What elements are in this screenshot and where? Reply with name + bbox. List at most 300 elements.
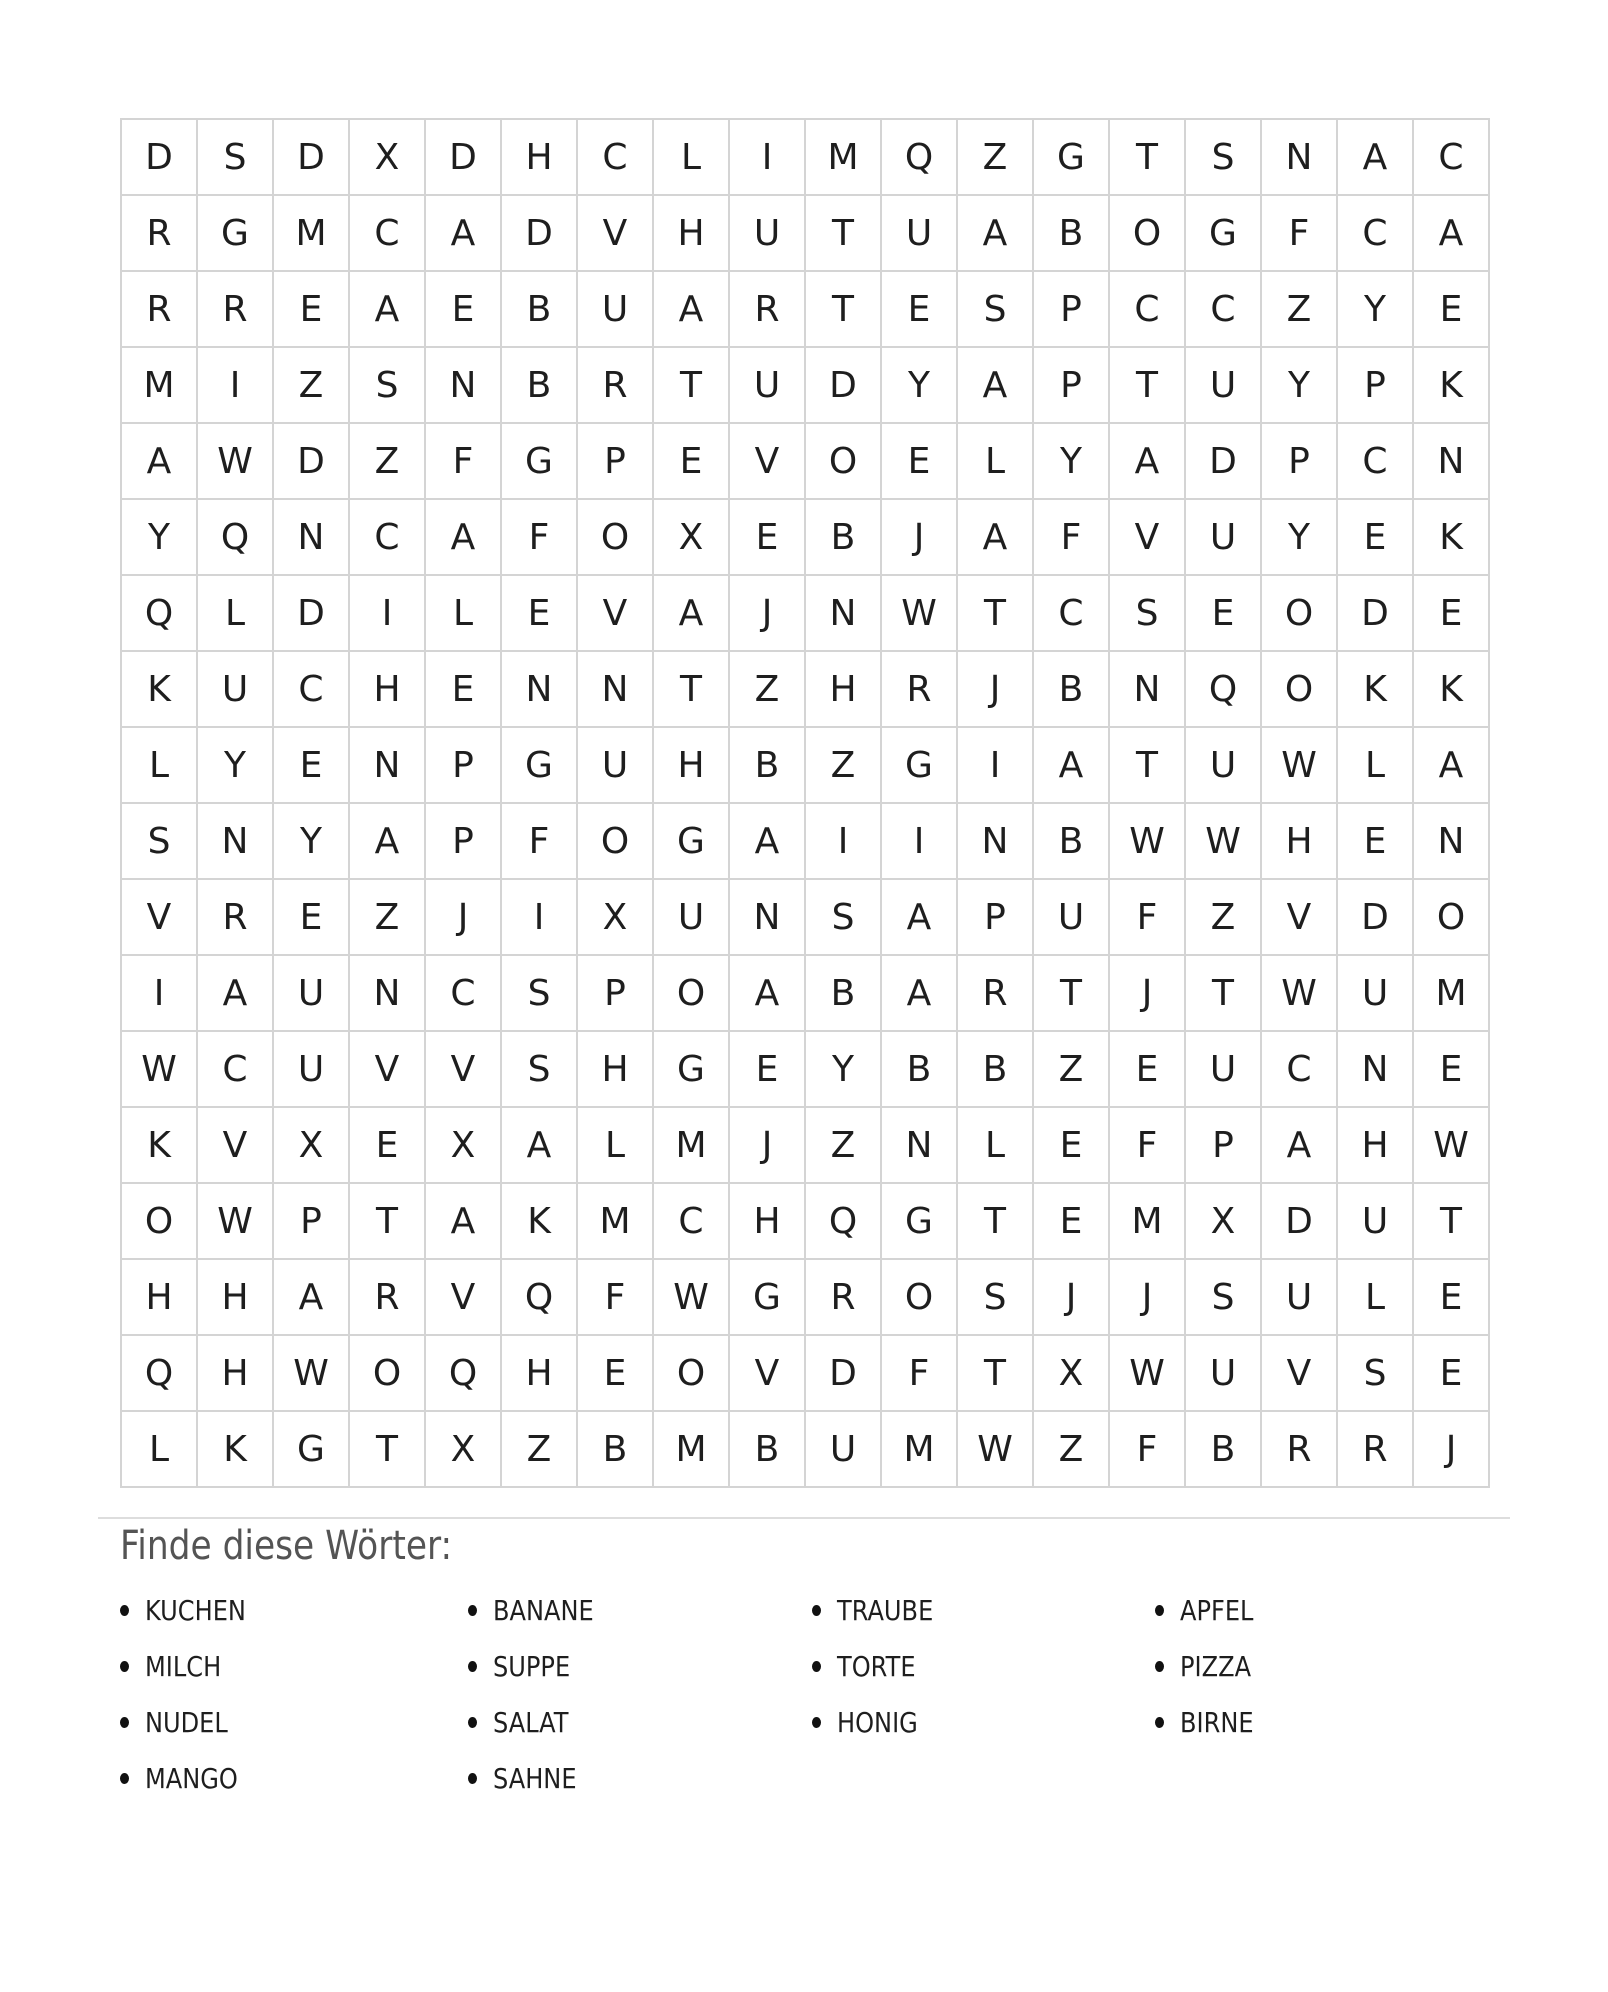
word-item [120,1582,468,1638]
grid-letter-cell: U [730,196,806,272]
grid-letter-cell: L [578,1108,654,1184]
bullet-icon [1155,1717,1164,1728]
grid-letter-cell: V [730,1336,806,1412]
grid-letter-cell: U [1186,728,1262,804]
grid-letter-cell: M [1110,1184,1186,1260]
grid-letter-cell: T [654,652,730,728]
grid-letter-cell: T [1034,956,1110,1032]
grid-letter-cell: O [350,1336,426,1412]
grid-letter-cell: E [1414,272,1490,348]
word-label: HONIG [837,1705,918,1739]
grid-letter-cell: E [1034,1108,1110,1184]
grid-letter-cell: W [274,1336,350,1412]
grid-letter-cell: M [654,1412,730,1488]
grid-letter-cell: S [1338,1336,1414,1412]
grid-letter-cell: O [578,500,654,576]
grid-letter-cell: H [350,652,426,728]
grid-letter-cell: V [578,196,654,272]
grid-letter-cell: M [1414,956,1490,1032]
grid-letter-cell: R [730,272,806,348]
word-label: NUDEL [145,1705,228,1739]
grid-letter-cell: Z [1262,272,1338,348]
grid-letter-cell: R [198,272,274,348]
grid-letter-cell: T [350,1184,426,1260]
grid-letter-cell: N [1414,424,1490,500]
grid-letter-cell: V [198,1108,274,1184]
grid-letter-cell: G [1186,196,1262,272]
grid-letter-cell: E [730,1032,806,1108]
grid-letter-cell: G [730,1260,806,1336]
grid-letter-cell: M [578,1184,654,1260]
grid-letter-cell: F [426,424,502,500]
grid-letter-cell: M [806,120,882,196]
grid-letter-cell: X [426,1412,502,1488]
word-item [1155,1694,1510,1750]
grid-letter-cell: P [958,880,1034,956]
grid-letter-cell: U [1186,500,1262,576]
grid-letter-cell: F [1110,1108,1186,1184]
grid-letter-cell: A [502,1108,578,1184]
grid-letter-cell: A [730,804,806,880]
grid-letter-cell: D [1338,880,1414,956]
grid-letter-cell: E [426,652,502,728]
grid-letter-cell: D [274,424,350,500]
grid-letter-cell: C [578,120,654,196]
grid-letter-cell: Q [502,1260,578,1336]
grid-letter-cell: U [1186,1032,1262,1108]
grid-letter-cell: A [198,956,274,1032]
grid-letter-cell: I [730,120,806,196]
bullet-icon [468,1717,477,1728]
grid-letter-cell: F [502,804,578,880]
grid-letter-cell: H [502,120,578,196]
word-list-column [120,1582,468,1806]
grid-letter-cell: N [502,652,578,728]
grid-letter-cell: I [806,804,882,880]
grid-letter-cell: S [958,272,1034,348]
grid-letter-cell: Y [882,348,958,424]
grid-letter-cell: R [1338,1412,1414,1488]
grid-letter-cell: S [958,1260,1034,1336]
grid-letter-cell: E [1338,500,1414,576]
grid-letter-cell: K [122,1108,198,1184]
grid-letter-cell: X [1034,1336,1110,1412]
grid-letter-cell: X [350,120,426,196]
grid-letter-cell: X [1186,1184,1262,1260]
grid-letter-cell: G [654,1032,730,1108]
grid-letter-cell: A [958,196,1034,272]
grid-letter-cell: I [958,728,1034,804]
grid-letter-cell: U [198,652,274,728]
grid-letter-cell: U [1338,956,1414,1032]
grid-letter-cell: A [426,500,502,576]
grid-letter-cell: P [1338,348,1414,424]
word-label: SAHNE [493,1761,577,1795]
grid-letter-cell: Y [1338,272,1414,348]
grid-letter-cell: U [578,728,654,804]
grid-letter-cell: A [350,272,426,348]
grid-letter-cell: P [1262,424,1338,500]
grid-letter-cell: H [198,1336,274,1412]
grid-letter-cell: Z [806,1108,882,1184]
grid-letter-cell: K [198,1412,274,1488]
word-label: APFEL [1180,1593,1254,1627]
grid-letter-cell: V [122,880,198,956]
grid-letter-cell: A [654,576,730,652]
grid-letter-cell: A [1414,196,1490,272]
grid-letter-cell: D [274,120,350,196]
grid-letter-cell: Y [198,728,274,804]
grid-letter-cell: N [274,500,350,576]
grid-letter-cell: E [1110,1032,1186,1108]
grid-letter-cell: G [502,424,578,500]
grid-letter-cell: Y [122,500,198,576]
grid-letter-cell: E [1186,576,1262,652]
grid-letter-cell: F [1110,880,1186,956]
grid-letter-cell: X [654,500,730,576]
grid-letter-cell: S [350,348,426,424]
grid-letter-cell: I [122,956,198,1032]
grid-letter-cell: A [274,1260,350,1336]
grid-letter-cell: B [958,1032,1034,1108]
word-list [120,1582,1510,1806]
grid-letter-cell: W [1262,728,1338,804]
word-item [812,1638,1155,1694]
grid-letter-cell: G [882,1184,958,1260]
grid-letter-cell: O [806,424,882,500]
grid-letter-cell: V [350,1032,426,1108]
grid-letter-cell: R [958,956,1034,1032]
grid-letter-cell: H [654,196,730,272]
grid-letter-cell: G [654,804,730,880]
word-item [120,1638,468,1694]
grid-letter-cell: C [1034,576,1110,652]
grid-letter-cell: H [654,728,730,804]
grid-letter-cell: B [1034,652,1110,728]
bullet-icon [812,1661,821,1672]
grid-letter-cell: C [426,956,502,1032]
grid-letter-cell: J [1110,956,1186,1032]
bullet-icon [120,1661,129,1672]
grid-letter-cell: R [806,1260,882,1336]
grid-letter-cell: W [1110,804,1186,880]
grid-letter-cell: K [1414,500,1490,576]
grid-letter-cell: E [1414,1336,1490,1412]
grid-letter-cell: U [1186,1336,1262,1412]
grid-letter-cell: O [578,804,654,880]
word-list-column [1155,1582,1510,1806]
grid-letter-cell: S [502,1032,578,1108]
word-item [812,1582,1155,1638]
word-list-column [812,1582,1155,1806]
grid-letter-cell: A [958,500,1034,576]
word-item [468,1638,812,1694]
grid-letter-cell: H [1338,1108,1414,1184]
grid-letter-cell: E [502,576,578,652]
word-label: KUCHEN [145,1593,246,1627]
grid-letter-cell: T [958,1184,1034,1260]
grid-letter-cell: B [502,348,578,424]
grid-letter-cell: W [1262,956,1338,1032]
grid-letter-cell: J [1034,1260,1110,1336]
grid-letter-cell: P [1034,348,1110,424]
grid-letter-cell: Z [958,120,1034,196]
word-label: MILCH [145,1649,222,1683]
grid-letter-cell: I [198,348,274,424]
grid-letter-cell: W [1110,1336,1186,1412]
grid-letter-cell: P [1034,272,1110,348]
word-label: BANANE [493,1593,594,1627]
grid-letter-cell: L [122,728,198,804]
grid-letter-cell: R [198,880,274,956]
word-item [120,1694,468,1750]
grid-letter-cell: A [1262,1108,1338,1184]
grid-letter-cell: C [1110,272,1186,348]
grid-letter-cell: E [1414,1032,1490,1108]
word-list-column [468,1582,812,1806]
grid-letter-cell: F [882,1336,958,1412]
grid-letter-cell: J [1110,1260,1186,1336]
grid-letter-cell: N [426,348,502,424]
grid-letter-cell: A [1414,728,1490,804]
grid-letter-cell: P [1186,1108,1262,1184]
section-divider [98,1517,1510,1519]
grid-letter-cell: K [122,652,198,728]
grid-letter-cell: C [1262,1032,1338,1108]
bullet-icon [468,1661,477,1672]
grid-letter-cell: E [654,424,730,500]
grid-letter-cell: O [882,1260,958,1336]
grid-letter-cell: C [1338,424,1414,500]
word-label: MANGO [145,1761,238,1795]
grid-letter-cell: W [882,576,958,652]
grid-letter-cell: E [274,880,350,956]
grid-letter-cell: V [578,576,654,652]
grid-letter-cell: G [882,728,958,804]
grid-letter-cell: Q [1186,652,1262,728]
grid-letter-cell: O [654,1336,730,1412]
word-search-grid [120,118,1490,1488]
grid-letter-cell: N [1338,1032,1414,1108]
grid-letter-cell: D [1338,576,1414,652]
bullet-icon [1155,1605,1164,1616]
grid-letter-cell: E [1338,804,1414,880]
grid-letter-cell: J [882,500,958,576]
grid-letter-cell: L [426,576,502,652]
grid-letter-cell: T [1110,728,1186,804]
grid-letter-cell: H [578,1032,654,1108]
grid-letter-cell: S [198,120,274,196]
grid-letter-cell: J [730,576,806,652]
grid-letter-cell: K [502,1184,578,1260]
grid-letter-cell: F [1262,196,1338,272]
grid-letter-cell: O [654,956,730,1032]
grid-letter-cell: E [882,272,958,348]
grid-letter-cell: M [122,348,198,424]
grid-letter-cell: Y [1262,500,1338,576]
grid-letter-cell: G [502,728,578,804]
grid-letter-cell: D [274,576,350,652]
grid-letter-cell: R [1262,1412,1338,1488]
grid-letter-cell: B [1034,196,1110,272]
grid-letter-cell: J [730,1108,806,1184]
grid-letter-cell: C [654,1184,730,1260]
grid-letter-cell: S [806,880,882,956]
bullet-icon [120,1773,129,1784]
grid-letter-cell: I [350,576,426,652]
grid-letter-cell: T [806,196,882,272]
word-label: BIRNE [1180,1705,1254,1739]
grid-letter-cell: M [654,1108,730,1184]
grid-letter-cell: G [274,1412,350,1488]
grid-letter-cell: L [198,576,274,652]
grid-letter-cell: B [730,728,806,804]
grid-letter-cell: E [882,424,958,500]
grid-letter-cell: B [502,272,578,348]
grid-letter-cell: N [578,652,654,728]
word-label: TORTE [837,1649,916,1683]
grid-letter-cell: L [122,1412,198,1488]
bullet-icon [812,1717,821,1728]
grid-letter-cell: A [426,1184,502,1260]
grid-letter-cell: E [1414,1260,1490,1336]
grid-letter-cell: C [1338,196,1414,272]
grid-letter-cell: M [274,196,350,272]
grid-letter-cell: Z [1034,1412,1110,1488]
grid-letter-cell: T [350,1412,426,1488]
grid-letter-cell: U [1034,880,1110,956]
bullet-icon [468,1605,477,1616]
grid-letter-cell: T [958,576,1034,652]
word-item [1155,1638,1510,1694]
grid-letter-cell: O [122,1184,198,1260]
grid-letter-cell: T [1110,348,1186,424]
grid-letter-cell: A [1338,120,1414,196]
grid-letter-cell: Q [882,120,958,196]
grid-letter-cell: L [1338,728,1414,804]
grid-letter-cell: U [882,196,958,272]
grid-letter-cell: J [1414,1412,1490,1488]
grid-letter-cell: R [122,196,198,272]
grid-letter-cell: T [1186,956,1262,1032]
grid-letter-cell: V [1262,1336,1338,1412]
grid-letter-cell: O [1110,196,1186,272]
word-label: PIZZA [1180,1649,1252,1683]
grid-letter-cell: Q [426,1336,502,1412]
grid-letter-cell: A [122,424,198,500]
grid-letter-cell: K [1338,652,1414,728]
grid-letter-cell: C [274,652,350,728]
grid-letter-cell: X [578,880,654,956]
grid-letter-cell: N [806,576,882,652]
grid-letter-cell: N [350,956,426,1032]
bullet-icon [1155,1661,1164,1672]
grid-letter-cell: D [1186,424,1262,500]
grid-letter-cell: P [578,424,654,500]
grid-letter-cell: R [350,1260,426,1336]
grid-letter-cell: Y [1262,348,1338,424]
grid-letter-cell: S [1110,576,1186,652]
grid-letter-cell: L [958,1108,1034,1184]
grid-letter-cell: C [1414,120,1490,196]
word-item [468,1750,812,1806]
grid-letter-cell: I [502,880,578,956]
grid-letter-cell: N [198,804,274,880]
grid-letter-cell: L [654,120,730,196]
grid-letter-cell: C [350,500,426,576]
grid-letter-cell: I [882,804,958,880]
grid-letter-cell: L [1338,1260,1414,1336]
grid-letter-cell: N [350,728,426,804]
grid-letter-cell: M [882,1412,958,1488]
grid-letter-cell: G [1034,120,1110,196]
bullet-icon [468,1773,477,1784]
grid-letter-cell: O [1414,880,1490,956]
grid-letter-cell: V [730,424,806,500]
grid-letter-cell: Z [350,880,426,956]
grid-letter-cell: U [806,1412,882,1488]
word-label: SALAT [493,1705,569,1739]
grid-letter-cell: B [1186,1412,1262,1488]
grid-letter-cell: C [350,196,426,272]
grid-letter-cell: E [730,500,806,576]
grid-letter-cell: Q [122,576,198,652]
grid-letter-cell: T [958,1336,1034,1412]
grid-letter-cell: P [274,1184,350,1260]
grid-letter-cell: T [654,348,730,424]
grid-letter-cell: E [350,1108,426,1184]
word-item [468,1582,812,1638]
grid-letter-cell: A [1034,728,1110,804]
grid-letter-cell: D [502,196,578,272]
grid-letter-cell: K [1414,348,1490,424]
word-item [812,1694,1155,1750]
grid-letter-cell: S [1186,120,1262,196]
grid-letter-cell: S [122,804,198,880]
grid-letter-cell: U [1262,1260,1338,1336]
grid-letter-cell: X [426,1108,502,1184]
grid-letter-cell: B [578,1412,654,1488]
grid-letter-cell: C [198,1032,274,1108]
grid-letter-cell: O [1262,652,1338,728]
grid-letter-cell: E [1034,1184,1110,1260]
grid-letter-cell: B [806,956,882,1032]
grid-letter-cell: P [578,956,654,1032]
grid-letter-cell: R [578,348,654,424]
grid-letter-cell: W [958,1412,1034,1488]
grid-letter-cell: N [1262,120,1338,196]
grid-letter-cell: Z [350,424,426,500]
grid-letter-cell: H [502,1336,578,1412]
grid-letter-cell: J [958,652,1034,728]
grid-letter-cell: S [502,956,578,1032]
grid-letter-cell: H [1262,804,1338,880]
grid-letter-cell: D [426,120,502,196]
grid-letter-cell: A [1110,424,1186,500]
grid-letter-cell: V [426,1260,502,1336]
grid-letter-cell: E [274,272,350,348]
find-words-heading-label: Finde diese Wörter: [120,1523,453,1569]
grid-letter-cell: U [1186,348,1262,424]
grid-letter-cell: W [198,1184,274,1260]
grid-letter-cell: Q [198,500,274,576]
grid-letter-cell: Z [806,728,882,804]
word-item [1155,1582,1510,1638]
word-item [468,1694,812,1750]
grid-letter-cell: Y [1034,424,1110,500]
grid-letter-cell: W [198,424,274,500]
grid-letter-cell: A [882,956,958,1032]
